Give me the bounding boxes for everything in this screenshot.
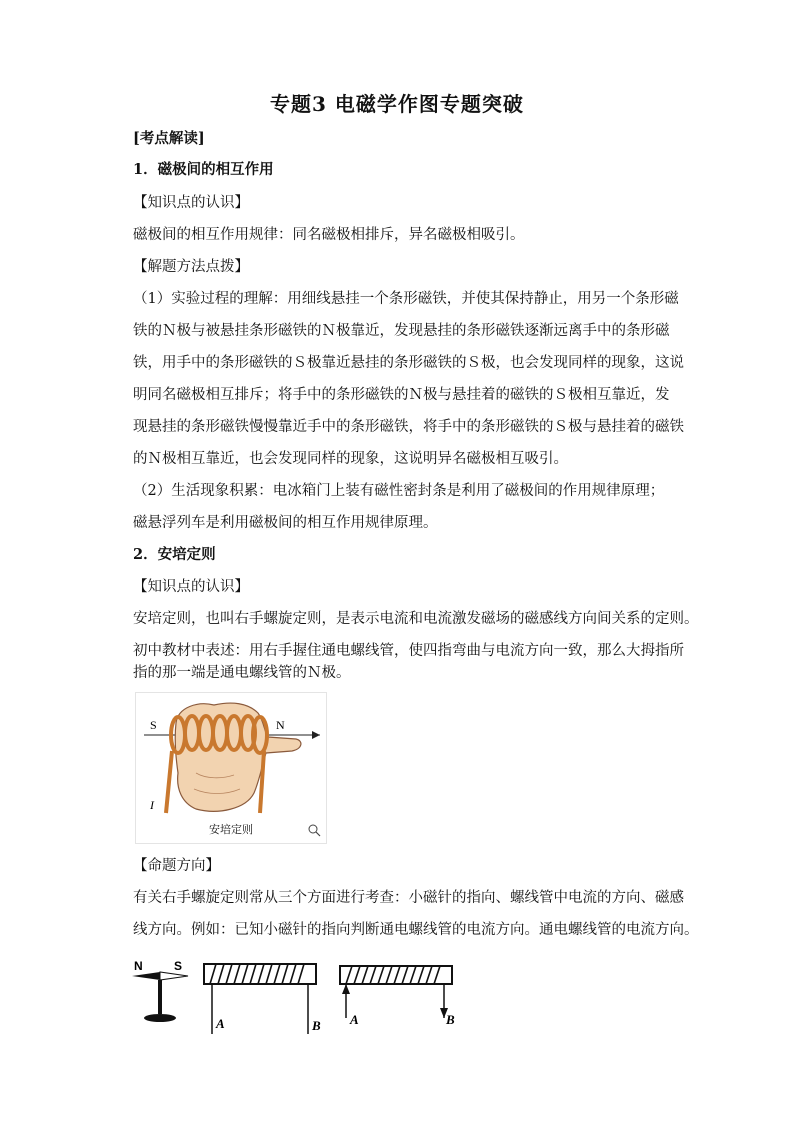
paragraph-line: （2）生活现象积累：电冰箱门上装有磁性密封条是利用了磁极间的作用规律原理； — [133, 483, 665, 499]
label-s: S — [150, 718, 157, 732]
page-title: 专题3 电磁学作图专题突破 — [270, 92, 524, 116]
coil2-a-label: A — [350, 1012, 359, 1027]
coil2-b-label: B — [446, 1012, 455, 1027]
figure-caption: 安培定则 — [209, 823, 253, 836]
paragraph-line: 有关右手螺旋定则常从三个方面进行考查：小磁针的指向、螺线管中电流的方向、磁感 — [133, 890, 684, 906]
label-i: I — [150, 798, 154, 812]
topic-heading: 2．安培定则 — [133, 546, 216, 563]
paragraph-line: 磁悬浮列车是利用磁极间的相互作用规律原理。 — [133, 515, 438, 531]
subheading: 【知识点的认识】 — [133, 579, 249, 595]
paragraph-line: 明同名磁极相互排斥；将手中的条形磁铁的Ｎ极与悬挂着的磁铁的Ｓ极相互靠近，发 — [133, 387, 670, 403]
ampere-rule-figure — [135, 692, 327, 844]
solenoid-2 — [340, 966, 455, 1027]
label-n: N — [276, 718, 285, 732]
solenoid-drawings — [130, 952, 470, 1042]
paragraph-line: 初中教材中表述：用右手握住通电螺线管，使四指弯曲与电流方向一致，那么大拇指所 — [133, 643, 684, 659]
paragraph-line: 线方向。例如：已知小磁针的指向判断通电螺线管的电流方向。通电螺线管的电流方向。 — [133, 922, 699, 938]
section-heading: [考点解读] — [133, 130, 205, 147]
subheading: 【知识点的认识】 — [133, 195, 249, 211]
needle-s-label: S — [174, 959, 183, 973]
needle-n-label: N — [134, 959, 143, 973]
paragraph-line: 铁的Ｎ极与被悬挂条形磁铁的Ｎ极靠近，发现悬挂的条形磁铁逐渐远离手中的条形磁 — [133, 323, 670, 339]
subheading: 【命题方向】 — [133, 858, 220, 874]
topic-heading: 1．磁极间的相互作用 — [133, 161, 274, 178]
coil1-a-label: A — [216, 1016, 225, 1031]
paragraph-line: 的Ｎ极相互靠近，也会发现同样的现象，这说明异名磁极相互吸引。 — [133, 451, 568, 467]
paragraph-line: 铁，用手中的条形磁铁的Ｓ极靠近悬挂的条形磁铁的Ｓ极，也会发现同样的现象，这说 — [133, 355, 684, 371]
paragraph-line: 安培定则，也叫右手螺旋定则，是表示电流和电流激发磁场的磁感线方向间关系的定则。 — [133, 611, 699, 627]
paragraph-line: 磁极间的相互作用规律：同名磁极相排斥，异名磁极相吸引。 — [133, 227, 525, 243]
compass-needle — [132, 959, 188, 1022]
paragraph-line: 指的那一端是通电螺线管的Ｎ极。 — [133, 665, 351, 681]
solenoid-1 — [204, 964, 321, 1034]
coil1-b-label: B — [312, 1018, 321, 1033]
subheading: 【解题方法点拨】 — [133, 259, 249, 275]
solenoid-diagram — [130, 952, 470, 1042]
paragraph-line: （1）实验过程的理解：用细线悬挂一个条形磁铁，并使其保持静止，用另一个条形磁 — [133, 291, 679, 307]
paragraph-line: 现悬挂的条形磁铁慢慢靠近手中的条形磁铁，将手中的条形磁铁的Ｓ极与悬挂着的磁铁 — [133, 419, 684, 435]
